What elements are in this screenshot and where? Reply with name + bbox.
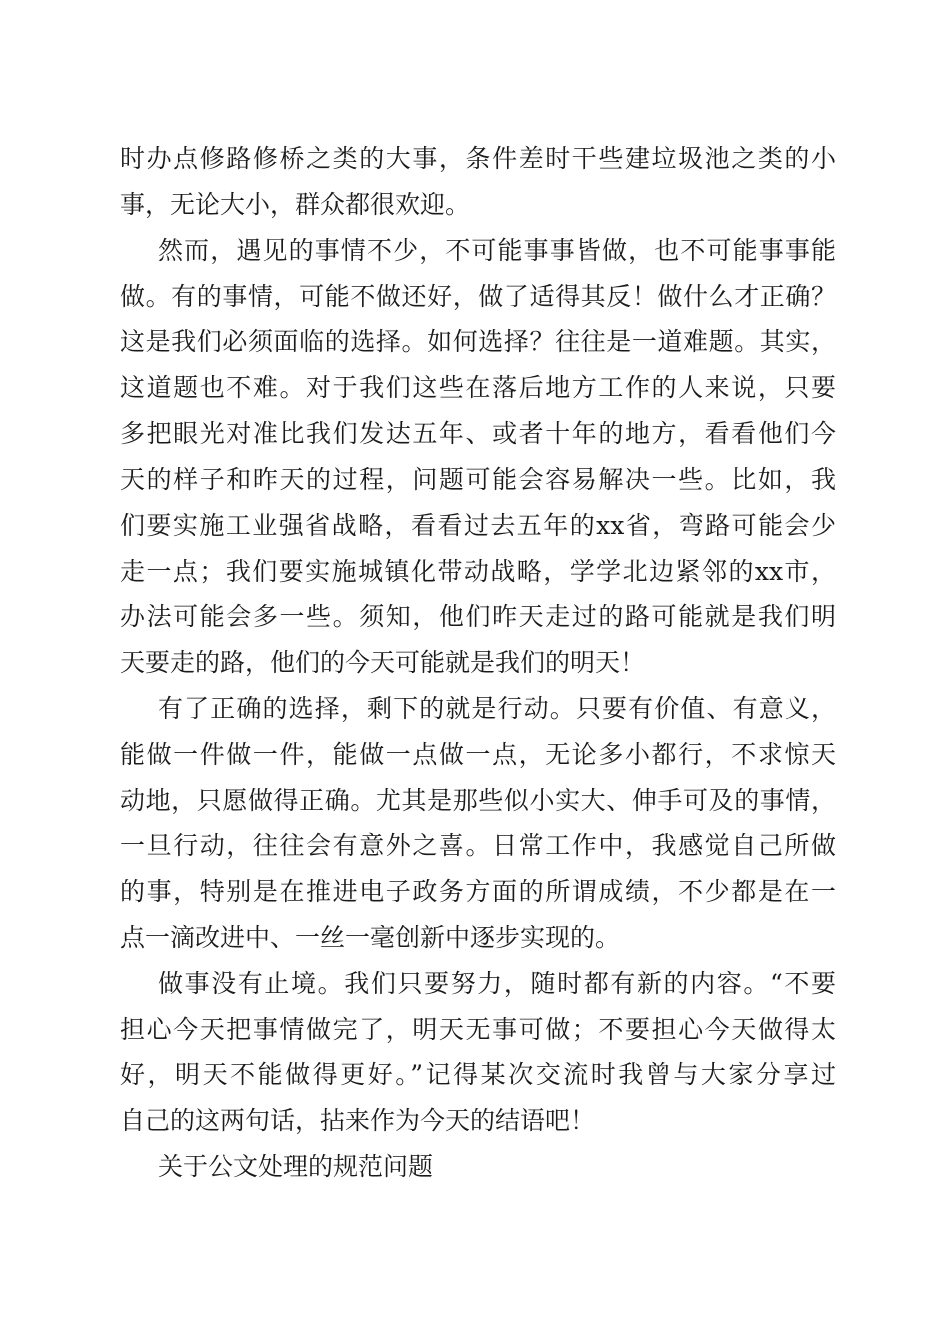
paragraph-line-22: 自己的这两句话，拈来作为今天的结语吧！	[120, 1106, 596, 1135]
paragraph-line-6: 这道题也不难。对于我们这些在落后地方工作的人来说，只要	[120, 373, 836, 402]
paragraph-line-21: 好，明天不能做得更好。”记得某次交流时我曾与大家分享过	[120, 1060, 836, 1089]
paragraph-line-2: 事，无论大小，群众都很欢迎。	[120, 190, 471, 219]
paragraph-line-4: 做。有的事情，可能不做还好，做了适得其反！做什么才正确？	[120, 282, 836, 311]
section-heading: 关于公文处理的规范问题	[158, 1152, 434, 1181]
paragraph-line-16: 一旦行动，往往会有意外之喜。日常工作中，我感觉自己所做	[120, 831, 836, 860]
paragraph-line-8: 天的样子和昨天的过程，问题可能会容易解决一些。比如，我	[120, 465, 836, 494]
paragraph-line-14: 能做一件做一件，能做一点做一点，无论多小都行，不求惊天	[120, 740, 836, 769]
paragraph-line-10: 走一点；我们要实施城镇化带动战略，学学北边紧邻的xx市，	[120, 557, 836, 586]
paragraph-line-3: 然而，遇见的事情不少，不可能事事皆做，也不可能事事能	[158, 236, 836, 265]
paragraph-line-5: 这是我们必须面临的选择。如何选择？往往是一道难题。其实，	[120, 327, 836, 356]
paragraph-line-20: 担心今天把事情做完了，明天无事可做；不要担心今天做得太	[120, 1015, 836, 1044]
paragraph-line-19: 做事没有止境。我们只要努力，随时都有新的内容。“不要	[158, 969, 836, 998]
paragraph-line-17: 的事，特别是在推进电子政务方面的所谓成绩，不少都是在一	[120, 877, 836, 906]
paragraph-line-7: 多把眼光对准比我们发达五年、或者十年的地方，看看他们今	[120, 419, 836, 448]
paragraph-line-9: 们要实施工业强省战略，看看过去五年的xx省，弯路可能会少	[120, 511, 836, 540]
paragraph-line-13: 有了正确的选择，剩下的就是行动。只要有价值、有意义，	[158, 694, 836, 723]
paragraph-line-18: 点一滴改进中、一丝一毫创新中逐步实现的。	[120, 923, 621, 952]
paragraph-line-1: 时办点修路修桥之类的大事，条件差时干些建垃圾池之类的小	[120, 144, 836, 173]
paragraph-line-11: 办法可能会多一些。须知，他们昨天走过的路可能就是我们明	[120, 602, 836, 631]
paragraph-line-15: 动地，只愿做得正确。尤其是那些似小实大、伸手可及的事情，	[120, 786, 836, 815]
paragraph-line-12: 天要走的路，他们的今天可能就是我们的明天！	[120, 648, 646, 677]
